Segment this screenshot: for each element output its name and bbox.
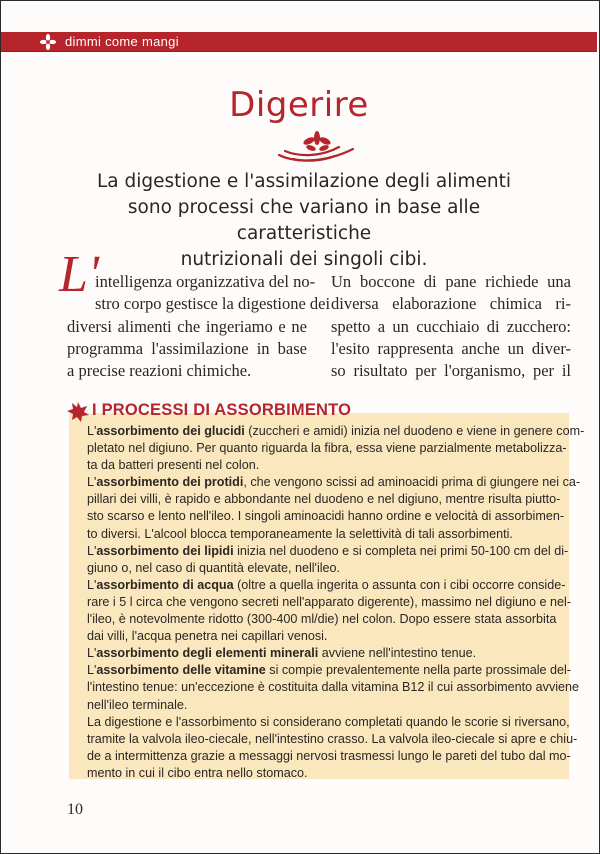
info-box-line bbox=[87, 697, 559, 714]
line-text: dai villi, l'acqua penetra nei capillari venosi. bbox=[87, 629, 328, 644]
line-text: to diversi. L'alcool blocca temporaneamente la selettività di tali assorbimenti. bbox=[87, 526, 513, 541]
info-box-line bbox=[87, 577, 566, 594]
line-text: avviene nell'intestino tenue. bbox=[318, 646, 477, 661]
info-box-line bbox=[87, 594, 572, 611]
line-bold-term: assorbimento dei lipidi bbox=[96, 543, 234, 558]
line-prefix: L' bbox=[87, 663, 97, 678]
intro-column-left bbox=[67, 271, 331, 382]
line-text: mento in cui il cibo entra nello stomaco. bbox=[87, 765, 308, 780]
line-prefix: L' bbox=[87, 475, 97, 490]
info-box-line bbox=[87, 628, 559, 645]
text-line: so risultato per l'organismo, per il bbox=[331, 361, 571, 381]
line-text: de a intermittenza grazie a messaggi nervosi trasmessi lungo le pareti del tubo dal mo- bbox=[87, 748, 571, 763]
info-box-line bbox=[87, 457, 559, 474]
text-line: stro corpo gestisce la digestione dei bbox=[95, 294, 331, 314]
line-bold-term: assorbimento dei glucidi bbox=[96, 424, 245, 438]
section-header-band bbox=[1, 32, 597, 52]
info-box-line bbox=[87, 662, 571, 679]
line-text: sto scarso e lento nell'ileo. I singoli aminoacidi hanno ordine e velocità di assorbimen- bbox=[87, 509, 565, 524]
subtitle-line: La digestione e l'assimilazione degli alimenti bbox=[96, 171, 512, 192]
info-box-line bbox=[87, 731, 578, 748]
line-bold-term: assorbimento dei protidi bbox=[96, 475, 244, 490]
info-box-line bbox=[87, 679, 580, 696]
info-box-line bbox=[87, 526, 559, 543]
leaf-icon bbox=[65, 399, 91, 425]
line-text: l'ileo, è notevolmente ridotto (300-400 ml/die) nel colon. Dopo essere stata assorbita bbox=[87, 612, 557, 627]
subtitle-line: nutrizionali dei singoli cibi. bbox=[180, 249, 428, 270]
info-box-line bbox=[87, 714, 570, 731]
info-box-title: I PROCESSI DI ASSORBIMENTO bbox=[92, 401, 352, 419]
text-line: diversa elaborazione chimica ri- bbox=[331, 294, 571, 314]
info-box-line bbox=[87, 748, 571, 765]
flower-ornament-icon bbox=[275, 129, 357, 163]
drop-cap: L' bbox=[59, 246, 100, 303]
info-box-line bbox=[87, 543, 569, 560]
line-prefix: L' bbox=[87, 577, 97, 592]
line-text: giuno o, nel caso di quantità elevate, nell'ileo. bbox=[87, 560, 341, 575]
info-box-line bbox=[87, 491, 559, 508]
line-text: La digestione e l'assorbimento si considerano completati quando le scorie si riversano, bbox=[87, 714, 570, 729]
line-text: rare i 5 l circa che vengono secreti nell'apparato digerente), massimo nel digiuno e nel- bbox=[87, 594, 572, 609]
info-box-line bbox=[87, 440, 567, 457]
text-line: spetto a un cucchiaio di zucchero: bbox=[331, 316, 571, 336]
page-title: Digerire bbox=[229, 85, 369, 125]
line-text: (oltre a quella ingerita o assunta con i cibi occorre conside- bbox=[233, 577, 566, 592]
line-prefix: L' bbox=[87, 424, 97, 438]
line-text: l'intestino tenue: un'eccezione è costituita dalla vitamina B12 il cui assorbimento avviene bbox=[87, 680, 580, 695]
line-text: inizia nel duodeno e si completa nei primi 50-100 cm del di- bbox=[233, 543, 569, 558]
subtitle-line: sono processi che variano in base alle caratteristiche bbox=[127, 197, 481, 244]
line-text: si compie prevalentemente nella parte prossimale del- bbox=[265, 663, 571, 678]
info-box-line bbox=[87, 611, 559, 628]
line-prefix: L' bbox=[87, 543, 97, 558]
line-text: , che vengono scissi ad aminoacidi prima di giungere nei ca- bbox=[243, 475, 581, 490]
text-line: diversi alimenti che ingeriamo e ne bbox=[67, 316, 307, 336]
line-text: pillari dei villi, è rapido e abbondante nel duodeno e nel digiuno, mentre risulta piutto- bbox=[87, 492, 561, 507]
section-header-title: dimmi come mangi bbox=[65, 34, 179, 49]
subtitle bbox=[61, 169, 547, 273]
text-line: intelligenza organizzativa del no- bbox=[95, 272, 316, 291]
info-box-line bbox=[87, 560, 559, 577]
line-text: tramite la valvola ileo-ciecale, nell'intestino crasso. La valvola ileo-ciecale si apre e chiu- bbox=[87, 731, 578, 746]
text-line: l'esito rappresenta anche un diver- bbox=[331, 338, 571, 358]
flower-icon bbox=[39, 33, 57, 51]
text-line: a precise reazioni chimiche. bbox=[67, 361, 252, 381]
line-text: ta da batteri presenti nel colon. bbox=[87, 458, 260, 473]
text-line: Un boccone di pane richiede una bbox=[331, 272, 571, 291]
line-text: (zuccheri e amidi) inizia nel duodeno e viene in genere com- bbox=[244, 424, 585, 438]
text-line: programma l'assimilazione in base bbox=[67, 338, 307, 358]
info-box-line bbox=[87, 645, 559, 662]
intro-column-right bbox=[331, 271, 571, 382]
info-box-line bbox=[87, 474, 581, 491]
line-prefix: L' bbox=[87, 646, 97, 661]
line-bold-term: assorbimento degli elementi minerali bbox=[96, 646, 319, 661]
info-box-line bbox=[87, 423, 585, 440]
info-box-line bbox=[87, 765, 559, 782]
line-bold-term: assorbimento di acqua bbox=[96, 577, 234, 592]
line-bold-term: assorbimento delle vitamine bbox=[96, 663, 266, 678]
line-text: pletato nel digiuno. Per quanto riguarda la fibra, essa viene parzialmente metabolizza- bbox=[87, 441, 567, 456]
info-box-line bbox=[87, 508, 565, 525]
info-box-body bbox=[87, 423, 585, 782]
line-text: nell'ileo terminale. bbox=[87, 697, 188, 712]
page-number: 10 bbox=[67, 801, 83, 818]
